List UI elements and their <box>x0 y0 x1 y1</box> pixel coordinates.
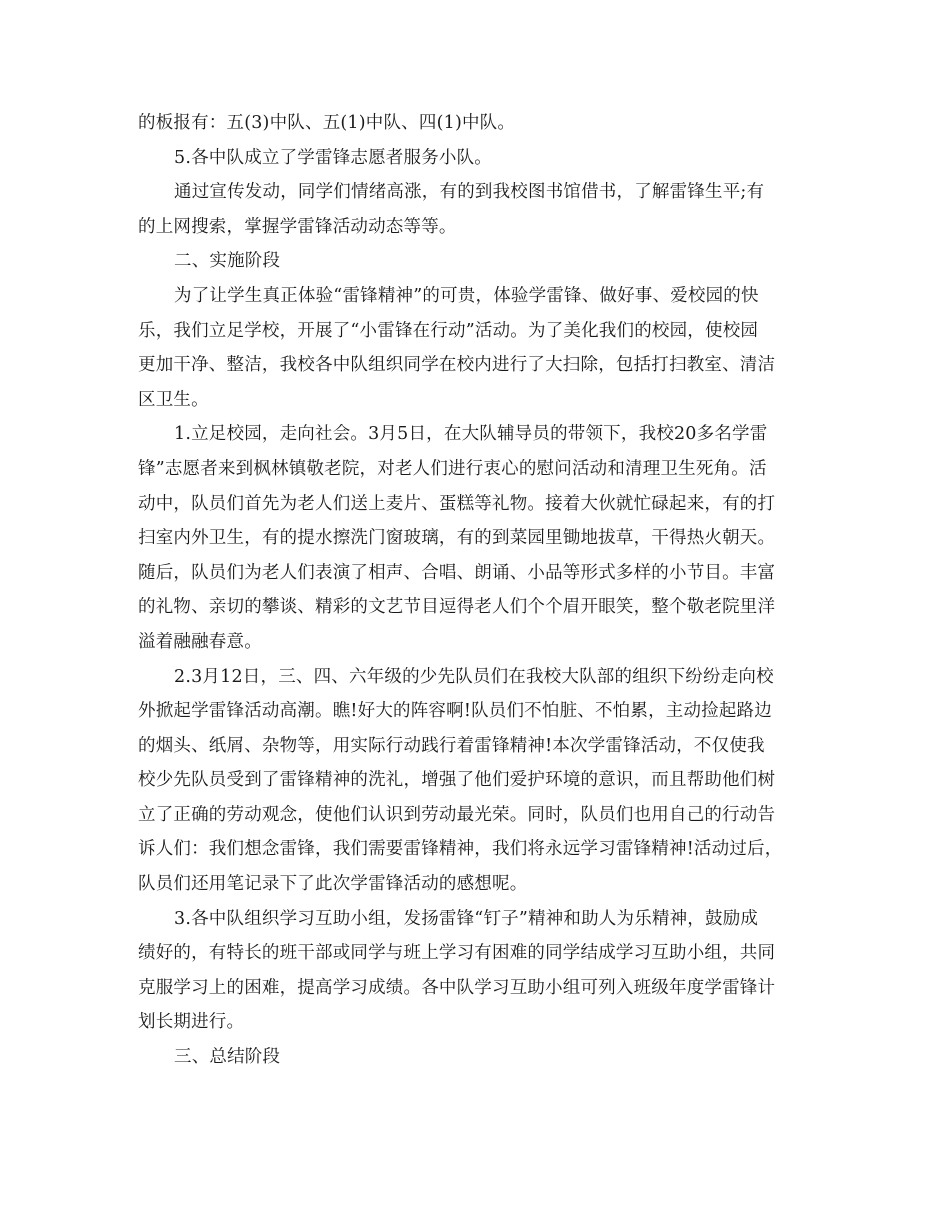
text-line: 为了让学生真正体验“雷锋精神”的可贵，体验学雷锋、做好事、爱校园的快 <box>174 285 759 306</box>
text-line: 的礼物、亲切的攀谈、精彩的文艺节目逗得老人们个个眉开眼笑，整个敬老院里洋 <box>138 597 776 618</box>
text-line: 校少先队员受到了雷锋精神的洗礼，增强了他们爱护环境的意识，而且帮助他们树 <box>138 770 776 791</box>
text-line: 的上网搜索，掌握学雷锋活动动态等等。 <box>138 216 457 237</box>
text-line: 锋”志愿者来到枫林镇敬老院，对老人们进行衷心的慰问活动和清理卫生死角。活 <box>138 458 767 479</box>
text-line: 动中，队员们首先为老人们送上麦片、蛋糕等礼物。接着大伙就忙碌起来，有的打 <box>138 493 776 514</box>
text-line: 的烟头、纸屑、杂物等，用实际行动践行着雷锋精神!本次学雷锋活动，不仅使我 <box>138 735 765 756</box>
text-line: 2.3月12日，三、四、六年级的少先队员们在我校大队部的组织下纷纷走向校 <box>174 666 774 687</box>
text-line: 扫室内外卫生，有的提水擦洗门窗玻璃，有的到菜园里锄地拔草，干得热火朝天。 <box>138 528 776 549</box>
text-line: 克服学习上的困难，提高学习成绩。各中队学习互助小组可列入班级年度学雷锋计 <box>138 977 776 998</box>
document-page <box>138 106 820 1075</box>
section-heading: 二、实施阶段 <box>174 251 281 272</box>
text-line: 绩好的，有特长的班干部或同学与班上学习有困难的同学结成学习互助小组，共同 <box>138 943 776 964</box>
text-line: 5.各中队成立了学雷锋志愿者服务小队。 <box>174 147 492 168</box>
text-line: 区卫生。 <box>138 389 209 410</box>
text-line: 外掀起学雷锋活动高潮。瞧!好大的阵容啊!队员们不怕脏、不怕累，主动捡起路边 <box>138 701 772 722</box>
text-line: 溢着融融春意。 <box>138 631 262 652</box>
text-line: 的板报有：五(3)中队、五(1)中队、四(1)中队。 <box>138 113 516 133</box>
text-line: 立了正确的劳动观念，使他们认识到劳动最光荣。同时，队员们也用自己的行动告 <box>138 804 776 825</box>
text-line: 通过宣传发动，同学们情绪高涨，有的到我校图书馆借书，了解雷锋生平;有 <box>174 182 765 203</box>
text-line: 随后，队员们为老人们表演了相声、合唱、朗诵、小品等形式多样的小节目。丰富 <box>138 562 776 583</box>
text-line: 更加干净、整洁，我校各中队组织同学在校内进行了大扫除，包括打扫教室、清洁 <box>138 355 776 376</box>
text-line: 3.各中队组织学习互助小组，发扬雷锋“钉子”精神和助人为乐精神，鼓励成 <box>174 908 759 929</box>
text-line: 队员们还用笔记录下了此次学雷锋活动的感想呢。 <box>138 874 528 895</box>
section-heading: 三、总结阶段 <box>174 1047 281 1068</box>
text-line: 1.立足校园，走向社会。3月5日，在大队辅导员的带领下，我校20多名学雷 <box>174 424 768 445</box>
text-line: 诉人们：我们想念雷锋，我们需要雷锋精神，我们将永远学习雷锋精神!活动过后， <box>138 839 783 860</box>
text-line: 划长期进行。 <box>138 1012 245 1033</box>
text-line: 乐，我们立足学校，开展了“小雷锋在行动”活动。为了美化我们的校园，使校园 <box>138 320 759 341</box>
